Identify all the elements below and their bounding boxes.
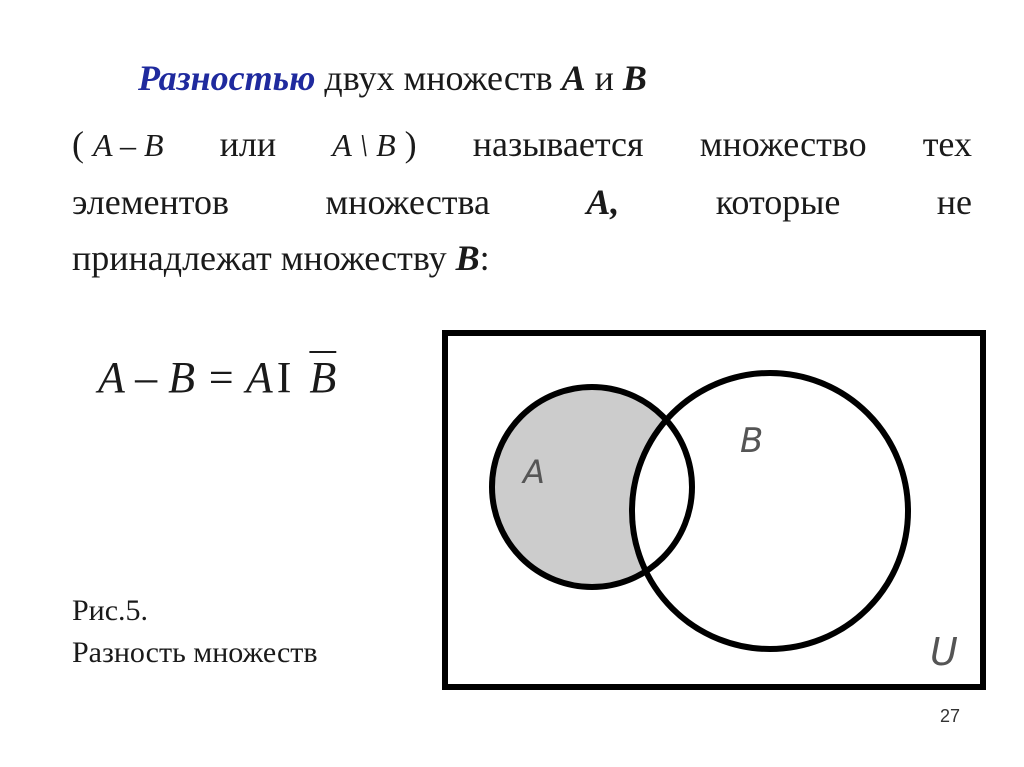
word-those: тех [922, 124, 972, 164]
word-belong: принадлежат множеству [72, 238, 447, 278]
close-paren: ) [404, 124, 417, 164]
notation-backslash: A \ B [332, 127, 396, 163]
word-of-set: множества [325, 182, 491, 222]
formula-intersection-op: I [276, 353, 292, 402]
formula-lhs: A – B = A [98, 353, 273, 402]
set-b-label: B [740, 421, 764, 461]
set-a-label: A [523, 453, 545, 491]
page-number: 27 [940, 706, 961, 726]
title-set-a: A [561, 58, 586, 98]
title-emphasis: Разностью [138, 58, 316, 98]
title-conjunction: и [585, 58, 623, 98]
notation-difference: A – B [93, 127, 164, 163]
word-or: или [219, 124, 277, 164]
title-text: двух множеств [315, 58, 562, 98]
word-set: множество [699, 124, 867, 164]
caption-figure-number: Рис.5. [72, 594, 149, 627]
caption-title: Разность множеств [72, 636, 318, 669]
universal-set-label: U [930, 630, 958, 674]
word-called: называется [472, 124, 644, 164]
open-paren: ( [72, 124, 84, 164]
word-which: которые [715, 182, 841, 222]
word-not: не [936, 182, 972, 222]
definition-set-a: A, [586, 182, 620, 222]
definition-set-b: B [455, 238, 480, 278]
colon: : [479, 238, 490, 278]
title-set-b: B [622, 58, 647, 98]
word-elements: элементов [72, 182, 230, 222]
formula-complement-b: $\overline{B}$ [309, 353, 337, 402]
